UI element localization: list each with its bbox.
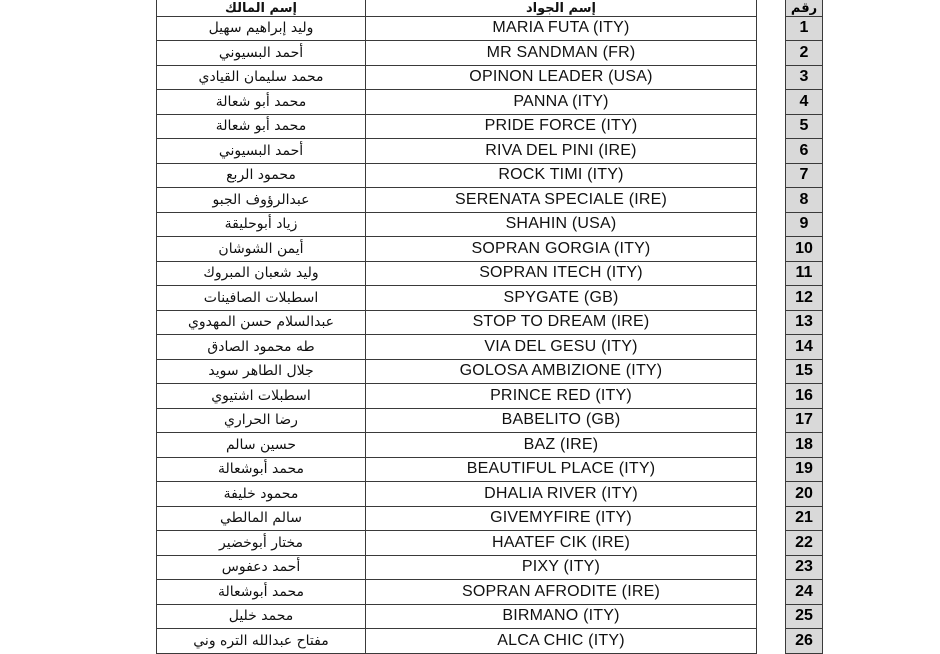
spacer-cell (757, 237, 786, 262)
row-number-cell: 11 (786, 261, 823, 286)
spacer-cell (757, 163, 786, 188)
owner-name-cell: عبدالرؤوف الجبو (157, 188, 366, 213)
horse-name-cell: PRINCE RED (ITY) (366, 384, 757, 409)
table-row (157, 580, 823, 605)
spacer-cell (757, 359, 786, 384)
row-number-cell: 12 (786, 286, 823, 311)
owner-name-cell: محمود خليفة (157, 482, 366, 507)
horse-name-cell: SOPRAN ITECH (ITY) (366, 261, 757, 286)
owner-name-cell: حسين سالم (157, 433, 366, 458)
spacer-cell (757, 139, 786, 164)
row-number-cell: 10 (786, 237, 823, 262)
row-number-cell: 26 (786, 629, 823, 654)
owner-name-cell: أحمد البسيوني (157, 41, 366, 66)
horse-name-cell: ALCA CHIC (ITY) (366, 629, 757, 654)
table-row (157, 433, 823, 458)
horse-name-cell: PRIDE FORCE (ITY) (366, 114, 757, 139)
spacer-cell (757, 212, 786, 237)
spacer-cell (757, 310, 786, 335)
horse-name-cell: PANNA (ITY) (366, 90, 757, 115)
row-number-cell: 2 (786, 41, 823, 66)
table-row (157, 65, 823, 90)
owner-name-cell: جلال الطاهر سويد (157, 359, 366, 384)
spacer-cell (757, 604, 786, 629)
spacer-cell (757, 188, 786, 213)
owner-name-cell: رضا الحراري (157, 408, 366, 433)
spacer-cell (757, 629, 786, 654)
row-number-cell: 14 (786, 335, 823, 360)
row-number-cell: 23 (786, 555, 823, 580)
horse-name-cell: BEAUTIFUL PLACE (ITY) (366, 457, 757, 482)
spacer-cell (757, 41, 786, 66)
horse-name-cell: ROCK TIMI (ITY) (366, 163, 757, 188)
owner-name-cell: وليد شعبان المبروك (157, 261, 366, 286)
entries-table (156, 0, 823, 654)
spacer-cell (757, 0, 786, 16)
owner-name-cell: وليد إبراهيم سهيل (157, 16, 366, 41)
spacer-cell (757, 408, 786, 433)
owner-name-cell: مختار أبوخضير (157, 531, 366, 556)
row-number-cell: 24 (786, 580, 823, 605)
owner-name-cell: اسطبلات اشتيوي (157, 384, 366, 409)
horse-name-cell: OPINON LEADER (USA) (366, 65, 757, 90)
owner-name-cell: عبدالسلام حسن المهدوي (157, 310, 366, 335)
table-row (157, 335, 823, 360)
horse-name-cell: MARIA FUTA (ITY) (366, 16, 757, 41)
row-number-cell: 22 (786, 531, 823, 556)
horse-name-cell: MR SANDMAN (FR) (366, 41, 757, 66)
table-row (157, 286, 823, 311)
owner-name-cell: محمد أبو شعالة (157, 114, 366, 139)
horse-name-cell: HAATEF CIK (IRE) (366, 531, 757, 556)
row-number-cell: 13 (786, 310, 823, 335)
table-row (157, 237, 823, 262)
table-row (157, 629, 823, 654)
spacer-cell (757, 261, 786, 286)
row-number-cell: 3 (786, 65, 823, 90)
spacer-cell (757, 65, 786, 90)
owner-name-cell: أيمن الشوشان (157, 237, 366, 262)
horse-name-cell: SOPRAN GORGIA (ITY) (366, 237, 757, 262)
row-number-cell: 16 (786, 384, 823, 409)
horse-name-cell: GOLOSA AMBIZIONE (ITY) (366, 359, 757, 384)
spacer-cell (757, 114, 786, 139)
owner-name-cell: محمد خليل (157, 604, 366, 629)
owner-name-cell: اسطبلات الصافينات (157, 286, 366, 311)
table-row (157, 261, 823, 286)
horse-name-cell: GIVEMYFIRE (ITY) (366, 506, 757, 531)
owner-name-cell: طه محمود الصادق (157, 335, 366, 360)
row-number-cell: 5 (786, 114, 823, 139)
spacer-cell (757, 482, 786, 507)
spacer-cell (757, 580, 786, 605)
table-row (157, 90, 823, 115)
spacer-cell (757, 433, 786, 458)
spacer-cell (757, 286, 786, 311)
table-row (157, 114, 823, 139)
owner-name-cell: محمد أبوشعالة (157, 457, 366, 482)
owner-name-cell: محمد سليمان القيادي (157, 65, 366, 90)
owner-name-cell: زياد أبوحليقة (157, 212, 366, 237)
spacer-cell (757, 506, 786, 531)
horse-name-cell: SERENATA SPECIALE (IRE) (366, 188, 757, 213)
table-row (157, 531, 823, 556)
spacer-cell (757, 555, 786, 580)
table-row (157, 139, 823, 164)
row-number-cell: 1 (786, 16, 823, 41)
header-owner-name: إسم المالك (157, 0, 366, 16)
owner-name-cell: أحمد دعفوس (157, 555, 366, 580)
header-row (157, 0, 823, 16)
header-number: رقم (786, 0, 823, 16)
entries-table-body (157, 0, 823, 653)
row-number-cell: 21 (786, 506, 823, 531)
table-row (157, 555, 823, 580)
row-number-cell: 4 (786, 90, 823, 115)
table-row (157, 212, 823, 237)
horse-name-cell: PIXY (ITY) (366, 555, 757, 580)
table-row (157, 359, 823, 384)
table-row (157, 604, 823, 629)
row-number-cell: 19 (786, 457, 823, 482)
header-horse-name: إسم الجواد (366, 0, 757, 16)
horse-name-cell: SOPRAN AFRODITE (IRE) (366, 580, 757, 605)
spacer-cell (757, 531, 786, 556)
spacer-cell (757, 335, 786, 360)
horse-name-cell: DHALIA RIVER (ITY) (366, 482, 757, 507)
owner-name-cell: أحمد البسيوني (157, 139, 366, 164)
table-row (157, 408, 823, 433)
table-row (157, 482, 823, 507)
table-row (157, 457, 823, 482)
spacer-cell (757, 90, 786, 115)
row-number-cell: 15 (786, 359, 823, 384)
spacer-cell (757, 384, 786, 409)
owner-name-cell: محمود الربع (157, 163, 366, 188)
spacer-cell (757, 16, 786, 41)
spacer-cell (757, 457, 786, 482)
horse-name-cell: STOP TO DREAM (IRE) (366, 310, 757, 335)
row-number-cell: 18 (786, 433, 823, 458)
horse-name-cell: SHAHIN (USA) (366, 212, 757, 237)
row-number-cell: 9 (786, 212, 823, 237)
row-number-cell: 8 (786, 188, 823, 213)
table-row (157, 506, 823, 531)
row-number-cell: 7 (786, 163, 823, 188)
horse-name-cell: BABELITO (GB) (366, 408, 757, 433)
owner-name-cell: محمد أبو شعالة (157, 90, 366, 115)
owner-name-cell: سالم المالطي (157, 506, 366, 531)
horse-name-cell: VIA DEL GESU (ITY) (366, 335, 757, 360)
horse-name-cell: SPYGATE (GB) (366, 286, 757, 311)
row-number-cell: 6 (786, 139, 823, 164)
table-row (157, 188, 823, 213)
table-row (157, 163, 823, 188)
horse-name-cell: BAZ (IRE) (366, 433, 757, 458)
row-number-cell: 20 (786, 482, 823, 507)
row-number-cell: 25 (786, 604, 823, 629)
horse-name-cell: RIVA DEL PINI (IRE) (366, 139, 757, 164)
owner-name-cell: مفتاح عبدالله التره وني (157, 629, 366, 654)
table-row (157, 41, 823, 66)
row-number-cell: 17 (786, 408, 823, 433)
table-row (157, 384, 823, 409)
table-row (157, 16, 823, 41)
horse-name-cell: BIRMANO (ITY) (366, 604, 757, 629)
table-row (157, 310, 823, 335)
owner-name-cell: محمد أبوشعالة (157, 580, 366, 605)
